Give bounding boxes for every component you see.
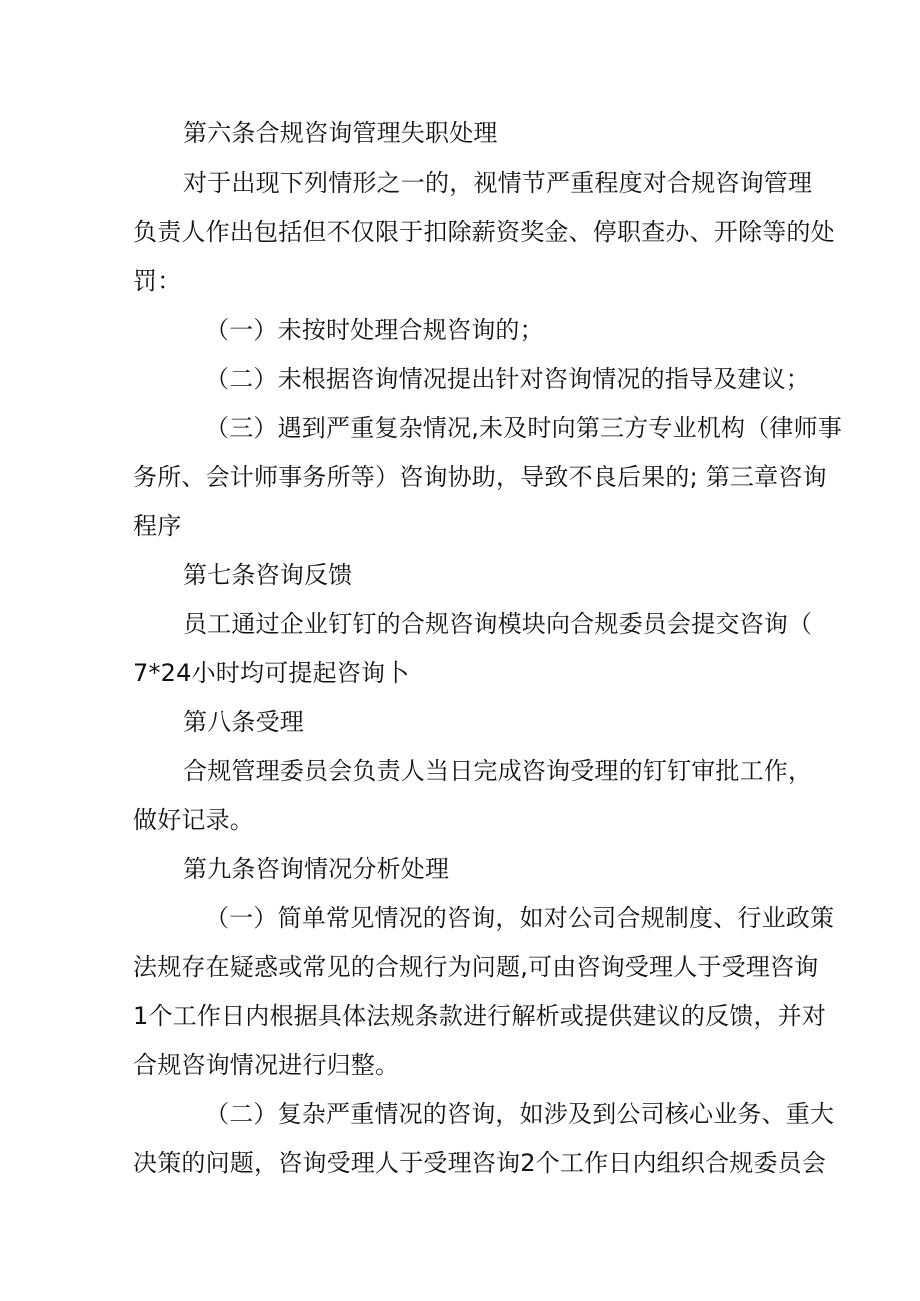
article-6-paragraph-line-3: 罚： (133, 267, 182, 295)
article-9-item-1-line-2: 法规存在疑惑或常见的合规行为问题,可由咨询受理人于受理咨询 (133, 953, 819, 981)
article-6-heading: 第六条合规咨询管理失职处理 (183, 119, 498, 147)
article-9-item-1-line-4: 合规咨询情况进行归整。 (133, 1051, 400, 1079)
article-6-paragraph-line-1: 对于出现下列情形之一的，视情节严重程度对合规咨询管理 (183, 169, 813, 197)
article-6-item-3-line-1: （三）遇到严重复杂情况,未及时向第三方专业机构（律师事 (205, 414, 843, 442)
article-6-item-3-line-2: 务所、会计师事务所等）咨询协助，导致不良后果的; 第三章咨询 (133, 463, 827, 491)
article-8-paragraph-line-1: 合规管理委员会负责人当日完成咨询受理的钉钉审批工作， (183, 757, 813, 785)
article-6-item-1: （一）未按时处理合规咨询的； (205, 316, 544, 344)
article-8-heading: 第八条受理 (183, 708, 304, 736)
article-7-paragraph-line-1: 员工通过企业钉钉的合规咨询模块向合规委员会提交咨询（ (183, 610, 813, 638)
article-9-item-1-line-1: （一）简单常见情况的咨询，如对公司合规制度、行业政策 (205, 904, 835, 932)
article-6-paragraph-line-2: 负责人作出包括但不仅限于扣除薪资奖金、停职查办、开除等的处 (133, 218, 835, 246)
article-7-paragraph-line-2: 7*24小时均可提起咨询卜 (133, 659, 410, 687)
article-7-heading: 第七条咨询反馈 (183, 561, 353, 589)
article-6-item-2: （二）未根据咨询情况提出针对咨询情况的指导及建议； (205, 365, 810, 393)
article-6-item-3-line-3: 程序 (133, 512, 182, 540)
article-9-heading: 第九条咨询情况分析处理 (183, 855, 450, 883)
article-9-item-2-line-1: （二）复杂严重情况的咨询，如涉及到公司核心业务、重大 (205, 1100, 835, 1128)
article-9-item-2-line-2: 决策的问题，咨询受理人于受理咨询2个工作日内组织合规委员会 (133, 1149, 827, 1177)
article-9-item-1-line-3: 1个工作日内根据具体法规条款进行解析或提供建议的反馈，并对 (133, 1002, 827, 1030)
article-8-paragraph-line-2: 做好记录。 (133, 806, 254, 834)
